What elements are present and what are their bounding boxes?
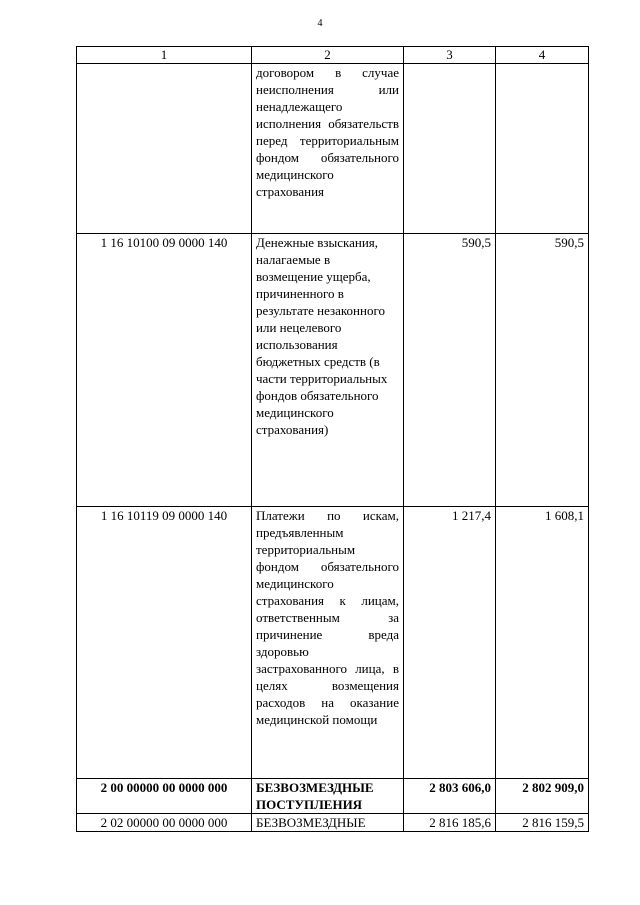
table-row [77,234,589,507]
budget-revenue-table [76,46,589,832]
column-header-4: 4 [496,47,589,64]
revenue-name: БЕЗВОЗМЕЗДНЫЕ [252,814,404,832]
value-col4: 590,5 [496,234,589,507]
revenue-name: Денежные взыскания, налагаемые в возмещение ущерба, причиненного в результате незаконного или нецелевого использования бюджетных средств (в части территориальных фондов обязательного медицинского страхования) [252,234,404,507]
page-number: 4 [317,18,323,29]
value-col3: 2 816 185,6 [404,814,496,832]
revenue-name: Платежи по искам, предъявленным территориальным фондом обязательного медицинского страхования к лицам, ответственным за причинение вреда здоровью застрахованного лица, в целях возмещения расходов на оказание медицинской помощи [252,507,404,779]
table-row [77,814,589,832]
value-col3: 1 217,4 [404,507,496,779]
table-row [77,64,589,234]
column-header-3: 3 [404,47,496,64]
revenue-name: договором в случае неисполнения или ненадлежащего исполнения обязательств перед территориальным фондом обязательного медицинского страхования [252,64,404,234]
value-col4: 1 608,1 [496,507,589,779]
revenue-code: 1 16 10119 09 0000 140 [77,507,252,779]
revenue-name: БЕЗВОЗМЕЗДНЫЕ ПОСТУПЛЕНИЯ [252,779,404,814]
value-col4 [496,64,589,234]
revenue-code [77,64,252,234]
revenue-code: 2 02 00000 00 0000 000 [77,814,252,832]
value-col3 [404,64,496,234]
revenue-code: 2 00 00000 00 0000 000 [77,779,252,814]
table-row [77,507,589,779]
table-row-total [77,779,589,814]
value-col3: 590,5 [404,234,496,507]
value-col4: 2 802 909,0 [496,779,589,814]
revenue-code: 1 16 10100 09 0000 140 [77,234,252,507]
value-col3: 2 803 606,0 [404,779,496,814]
column-header-2: 2 [252,47,404,64]
table-header-row [77,47,589,64]
value-col4: 2 816 159,5 [496,814,589,832]
column-header-1: 1 [77,47,252,64]
